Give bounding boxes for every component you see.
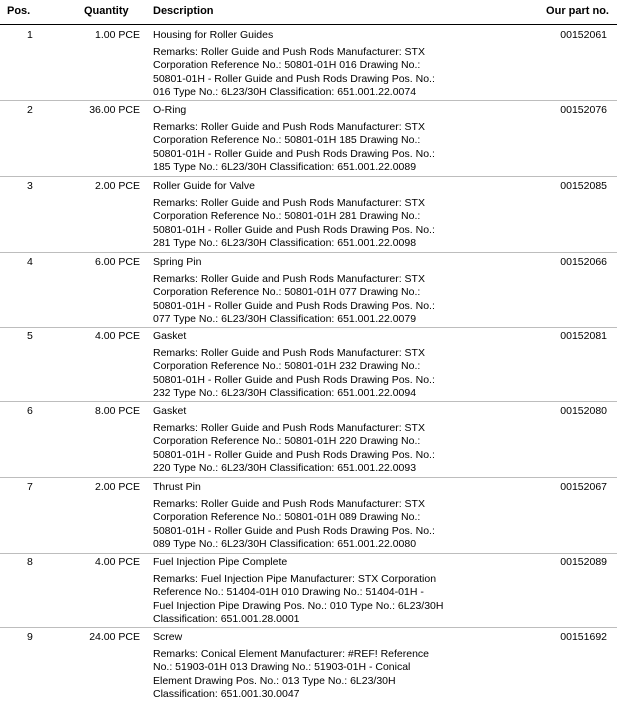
row-remarks	[153, 573, 463, 626]
row-part-no: 00152076	[560, 104, 607, 116]
remarks-line: Remarks: Roller Guide and Push Rods Manufacturer: STX	[153, 422, 425, 434]
remarks-line: Corporation Reference No.: 50801-01H 220 Drawing No.:	[153, 435, 421, 448]
row-pos: 7	[27, 481, 33, 493]
header-pos: Pos.	[7, 5, 31, 17]
remarks-line: 50801-01H - Roller Guide and Push Rods Drawing Pos. No.:	[153, 373, 435, 386]
row-remarks	[153, 46, 463, 99]
row-pos: 5	[27, 330, 33, 342]
remarks-line: Remarks: Roller Guide and Push Rods Manufacturer: STX	[153, 197, 425, 209]
remarks-line: No.: 51903-01H 013 Drawing No.: 51903-01H - Conical	[153, 661, 411, 674]
row-remarks	[153, 121, 463, 174]
row-divider	[0, 327, 617, 328]
row-part-no: 00152066	[560, 256, 607, 268]
row-part-no: 00151692	[560, 631, 607, 643]
row-title: Housing for Roller Guides	[153, 29, 274, 41]
row-title: Spring Pin	[153, 256, 202, 268]
row-quantity: 8.00 PCE	[95, 405, 140, 417]
remarks-line: Classification: 651.001.30.0047	[153, 687, 300, 700]
remarks-line: Corporation Reference No.: 50801-01H 232 Drawing No.:	[153, 360, 421, 373]
row-pos: 8	[27, 556, 33, 568]
remarks-line: Element Drawing Pos. No.: 013 Type No.: 6L23/30H	[153, 674, 396, 687]
remarks-line: Remarks: Conical Element Manufacturer: #REF! Reference	[153, 648, 430, 660]
row-divider	[0, 100, 617, 101]
remarks-line: 016 Type No.: 6L23/30H Classification: 651.001.22.0074	[153, 85, 417, 98]
row-remarks	[153, 273, 463, 326]
row-quantity: 1.00 PCE	[95, 29, 140, 41]
row-quantity: 24.00 PCE	[89, 631, 140, 643]
row-part-no: 00152089	[560, 556, 607, 568]
remarks-line: 232 Type No.: 6L23/30H Classification: 651.001.22.0094	[153, 386, 417, 399]
row-pos: 9	[27, 631, 33, 643]
remarks-line: 077 Type No.: 6L23/30H Classification: 651.001.22.0079	[153, 312, 417, 325]
remarks-line: Corporation Reference No.: 50801-01H 185 Drawing No.:	[153, 134, 421, 147]
remarks-line: Corporation Reference No.: 50801-01H 016 Drawing No.:	[153, 59, 421, 72]
row-pos: 4	[27, 256, 33, 268]
row-quantity: 4.00 PCE	[95, 556, 140, 568]
header-part-no: Our part no.	[546, 5, 609, 17]
row-title: Gasket	[153, 405, 187, 417]
remarks-line: 50801-01H - Roller Guide and Push Rods Drawing Pos. No.:	[153, 448, 435, 461]
row-remarks	[153, 498, 463, 551]
row-remarks	[153, 648, 463, 701]
header-quantity: Quantity	[84, 5, 129, 17]
row-part-no: 00152067	[560, 481, 607, 493]
row-pos: 6	[27, 405, 33, 417]
row-part-no: 00152061	[560, 29, 607, 41]
remarks-line: Corporation Reference No.: 50801-01H 089 Drawing No.:	[153, 511, 421, 524]
remarks-line: 089 Type No.: 6L23/30H Classification: 651.001.22.0080	[153, 537, 417, 550]
remarks-line: 50801-01H - Roller Guide and Push Rods Drawing Pos. No.:	[153, 223, 435, 236]
row-title: Gasket	[153, 330, 187, 342]
remarks-line: Remarks: Fuel Injection Pipe Manufacturer: STX Corporation	[153, 573, 437, 585]
row-quantity: 2.00 PCE	[95, 180, 140, 192]
remarks-line: Remarks: Roller Guide and Push Rods Manufacturer: STX	[153, 121, 425, 133]
row-title: Thrust Pin	[153, 481, 201, 493]
row-remarks	[153, 422, 463, 475]
row-quantity: 2.00 PCE	[95, 481, 140, 493]
row-part-no: 00152081	[560, 330, 607, 342]
remarks-line: Classification: 651.001.28.0001	[153, 612, 300, 625]
row-quantity: 36.00 PCE	[89, 104, 140, 116]
row-quantity: 4.00 PCE	[95, 330, 140, 342]
row-divider	[0, 401, 617, 402]
row-pos: 1	[27, 29, 33, 41]
header-description: Description	[153, 5, 214, 17]
remarks-line: 185 Type No.: 6L23/30H Classification: 651.001.22.0089	[153, 160, 417, 173]
row-quantity: 6.00 PCE	[95, 256, 140, 268]
table-header	[0, 0, 617, 25]
remarks-line: Reference No.: 51404-01H 010 Drawing No.: 51404-01H -	[153, 586, 424, 599]
remarks-line: Corporation Reference No.: 50801-01H 281 Drawing No.:	[153, 210, 421, 223]
remarks-line: 50801-01H - Roller Guide and Push Rods Drawing Pos. No.:	[153, 524, 435, 537]
remarks-line: 50801-01H - Roller Guide and Push Rods Drawing Pos. No.:	[153, 299, 435, 312]
remarks-line: Fuel Injection Pipe Drawing Pos. No.: 010 Type No.: 6L23/30H	[153, 599, 444, 612]
row-pos: 3	[27, 180, 33, 192]
remarks-line: 50801-01H - Roller Guide and Push Rods Drawing Pos. No.:	[153, 72, 435, 85]
remarks-line: Remarks: Roller Guide and Push Rods Manufacturer: STX	[153, 273, 425, 285]
remarks-line: 220 Type No.: 6L23/30H Classification: 651.001.22.0093	[153, 461, 417, 474]
row-title: Fuel Injection Pipe Complete	[153, 556, 288, 568]
row-title: Screw	[153, 631, 183, 643]
row-divider	[0, 176, 617, 177]
row-title: Roller Guide for Valve	[153, 180, 255, 192]
row-part-no: 00152085	[560, 180, 607, 192]
remarks-line: Corporation Reference No.: 50801-01H 077 Drawing No.:	[153, 286, 421, 299]
remarks-line: 50801-01H - Roller Guide and Push Rods Drawing Pos. No.:	[153, 147, 435, 160]
row-pos: 2	[27, 104, 33, 116]
row-part-no: 00152080	[560, 405, 607, 417]
row-divider	[0, 553, 617, 554]
remarks-line: Remarks: Roller Guide and Push Rods Manufacturer: STX	[153, 498, 425, 510]
remarks-line: Remarks: Roller Guide and Push Rods Manufacturer: STX	[153, 46, 425, 58]
row-divider	[0, 627, 617, 628]
row-title: O-Ring	[153, 104, 187, 116]
remarks-line: 281 Type No.: 6L23/30H Classification: 651.001.22.0098	[153, 236, 417, 249]
row-divider	[0, 477, 617, 478]
row-remarks	[153, 197, 463, 250]
row-remarks	[153, 347, 463, 400]
remarks-line: Remarks: Roller Guide and Push Rods Manufacturer: STX	[153, 347, 425, 359]
row-divider	[0, 252, 617, 253]
